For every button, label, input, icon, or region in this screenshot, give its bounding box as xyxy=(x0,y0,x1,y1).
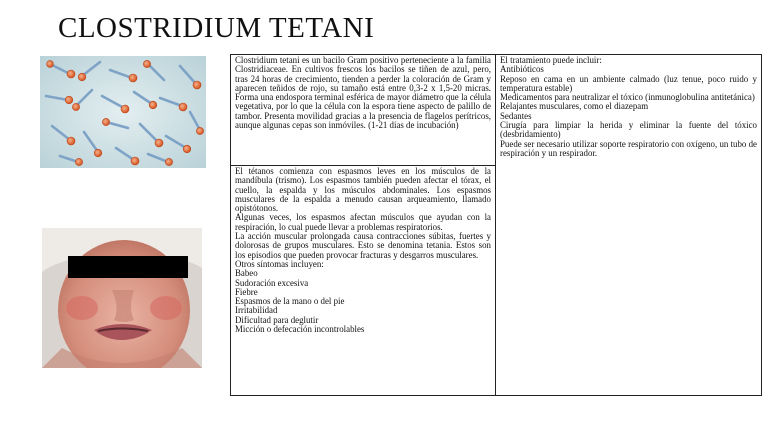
symptom-item: Dificultad para deglutir xyxy=(235,314,319,325)
symptoms-paragraph: El tétanos comienza con espasmos leves en los músculos de la mandíbula (trismo). Los espasmos también pueden afectar el tórax, el cuello, la espalda y los músculos abdominales. Los espasmos musculares de la espalda a menudo causan arqueamiento, llamado opistótonos. xyxy=(235,166,491,214)
treatment-heading: El tratamiento puede incluir: xyxy=(500,55,602,65)
symptom-item: Micción o defecación incontrolables xyxy=(235,324,365,335)
symptoms-cell xyxy=(231,166,496,396)
treatment-cell xyxy=(496,55,762,396)
symptom-item: Sudoración excesiva xyxy=(235,277,309,288)
symptoms-paragraph: La acción muscular prolongada causa contracciones súbitas, fuertes y dolorosas de grupos musculares. Esto se denomina tetania. Estos son los episodios que pueden provocar fracturas y desgarros musculares. xyxy=(235,231,491,260)
eye-censor-bar xyxy=(68,256,188,278)
other-symptoms-heading: Otros síntomas incluyen: xyxy=(235,258,324,269)
description-text: Clostridium tetani es un bacilo Gram positivo perteneciente a la familia Clostridiaceae. En cultivos frescos los bacilos se tiñen de azul, pero, tras 24 horas de crecimiento, tienden a perder la coloración de Gram y aparecen teñidos de rojo, su tamaño está entre 0,3-2 x 1,5-20 micras. Forma una endospora terminal esférica de mayor diámetro que la célula vegetativa, por lo que la célula con la espora tiene aspecto de palillo de tambor. Presenta movilidad gracias a la presencia de flagelos perítricos, aunque algunas cepas son inmóviles. (1-21 días de incubación) xyxy=(235,55,491,131)
description-cell xyxy=(231,55,496,166)
treatment-item: Cirugía para limpiar la herida y eliminar la fuente del tóxico (desbridamiento) xyxy=(500,120,757,140)
symptom-item: Babeo xyxy=(235,268,258,279)
symptoms-paragraph: Algunas veces, los espasmos afectan músculos que ayudan con la respiración, lo cual puede llevar a problemas respiratorios. xyxy=(235,212,491,232)
treatment-item: Relajantes musculares, como el diazepam xyxy=(500,101,649,112)
treatment-item: Reposo en cama en un ambiente calmado (luz tenue, poco ruido y temperatura estable) xyxy=(500,73,757,93)
treatment-item: Antibióticos xyxy=(500,64,544,75)
slide-title: CLOSTRIDIUM TETANI xyxy=(58,12,375,44)
bacteria-micrograph-image xyxy=(40,56,206,168)
symptom-item: Irritabilidad xyxy=(235,305,278,316)
patient-photo-graphic xyxy=(42,228,202,368)
content-table xyxy=(230,54,762,396)
treatment-item: Puede ser necesario utilizar soporte respiratorio con oxígeno, un tubo de respiración y un respirador. xyxy=(500,138,757,158)
treatment-item: Medicamentos para neutralizar el tóxico (inmunoglobulina antitetánica) xyxy=(500,92,755,103)
treatment-item: Sedantes xyxy=(500,110,532,121)
symptom-item: Fiebre xyxy=(235,286,258,297)
bacteria-micrograph-graphic xyxy=(40,56,206,168)
symptom-item: Espasmos de la mano o del pie xyxy=(235,296,345,307)
patient-photo-image xyxy=(42,228,202,368)
